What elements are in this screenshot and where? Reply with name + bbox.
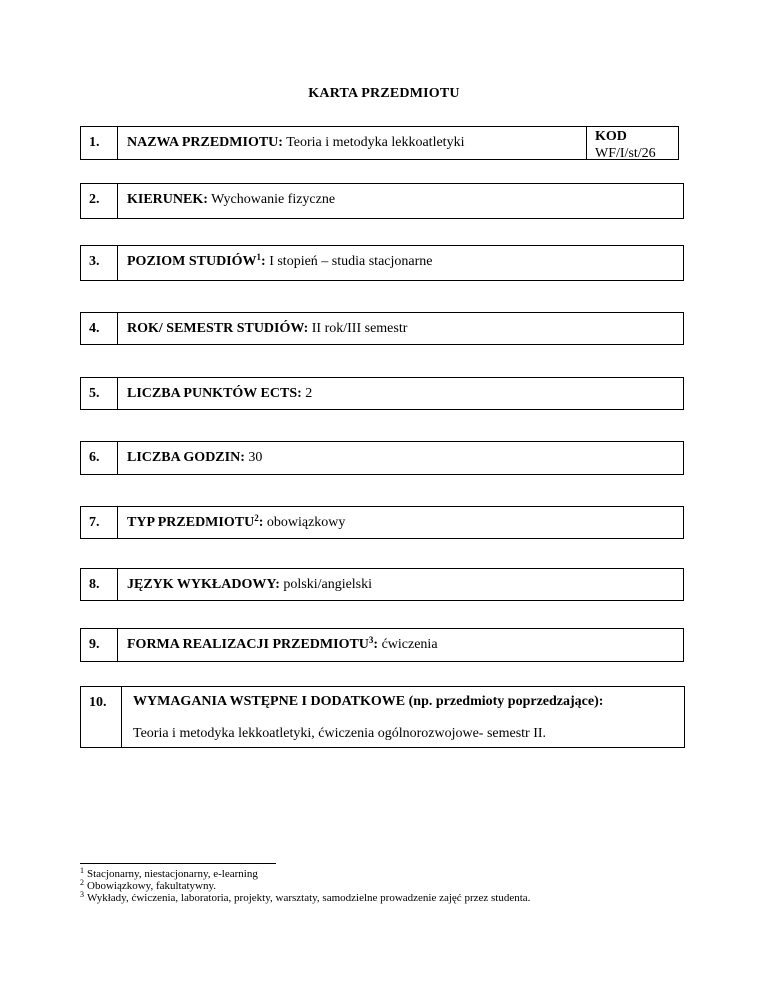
document-title: KARTA PRZEDMIOTU	[308, 86, 460, 101]
field-label: POZIOM STUDIÓW$^1$:	[127, 252, 266, 269]
footnote: $^2$ Obowiązkowy, fakultatywny.	[80, 878, 217, 892]
code-label: KOD	[595, 129, 627, 144]
row-number: 3.	[81, 246, 118, 280]
field-value: II rok/III semestr	[311, 321, 408, 336]
row-course-type	[80, 506, 684, 539]
row-content	[127, 321, 677, 337]
field-value: Wychowanie fizyczne	[211, 192, 336, 207]
field-value: ćwiczenia	[381, 637, 438, 652]
row-content	[127, 135, 578, 151]
field-label: ROK/ SEMESTR STUDIÓW:	[127, 321, 309, 336]
field-value: Teoria i metodyka lekkoatletyki	[286, 135, 465, 150]
code-cell	[586, 127, 678, 159]
code-value: WF/I/st/26	[595, 146, 656, 161]
field-label: TYP PRZEDMIOTU$^2$:	[127, 513, 264, 530]
row-content	[127, 450, 677, 466]
footnote-ref: 3	[368, 635, 374, 645]
row-content	[127, 515, 677, 531]
row-number: 1.	[81, 127, 118, 159]
footnote-ref: 1	[256, 252, 262, 262]
field-value: I stopień – studia stacjonarne	[269, 254, 433, 269]
row-content	[127, 192, 677, 208]
row-delivery-form	[80, 628, 684, 662]
row-field-of-study	[80, 183, 684, 219]
field-label: JĘZYK WYKŁADOWY:	[127, 577, 280, 592]
row-ects-points	[80, 377, 684, 410]
row-course-name	[80, 126, 679, 160]
field-label: FORMA REALIZACJI PRZEDMIOTU$^3$:	[127, 635, 379, 652]
field-label: KIERUNEK:	[127, 192, 208, 207]
row-content	[127, 386, 677, 402]
row-number: 8.	[81, 569, 118, 600]
row-content	[127, 254, 677, 270]
row-prerequisites	[80, 686, 685, 748]
footnote-separator	[80, 863, 276, 864]
field-label: LICZBA PUNKTÓW ECTS:	[127, 386, 302, 401]
row-content	[127, 577, 677, 593]
row-number: 9.	[81, 629, 118, 661]
row-number: 10.	[81, 687, 122, 747]
field-value: 2	[305, 386, 313, 401]
row-content	[127, 637, 677, 653]
footnotes	[80, 868, 530, 904]
field-label: LICZBA GODZIN:	[127, 450, 245, 465]
row-number: 4.	[81, 313, 118, 344]
footnote: $^1$ Stacjonarny, niestacjonarny, e-learning	[80, 866, 258, 880]
field-value: Teoria i metodyka lekkoatletyki, ćwiczenia ogólnorozwojowe- semestr II.	[133, 726, 547, 741]
field-value: obowiązkowy	[266, 515, 346, 530]
row-number: 5.	[81, 378, 118, 409]
footnote-ref: 2	[254, 513, 259, 523]
row-number: 7.	[81, 507, 118, 538]
row-language	[80, 568, 684, 601]
row-year-semester	[80, 312, 684, 345]
footnote: $^3$ Wykłady, ćwiczenia, laboratoria, projekty, warsztaty, samodzielne prowadzenie zajęć przez studenta.	[80, 890, 531, 904]
row-content	[133, 694, 678, 742]
field-label: WYMAGANIA WSTĘPNE I DODATKOWE (np. przedmioty poprzedzające):	[133, 694, 604, 709]
row-number: 2.	[81, 184, 118, 218]
field-label: NAZWA PRZEDMIOTU:	[127, 135, 283, 150]
row-study-level	[80, 245, 684, 281]
row-number: 6.	[81, 442, 118, 474]
row-hours	[80, 441, 684, 475]
field-value: 30	[248, 450, 263, 465]
field-value: polski/angielski	[283, 577, 373, 592]
